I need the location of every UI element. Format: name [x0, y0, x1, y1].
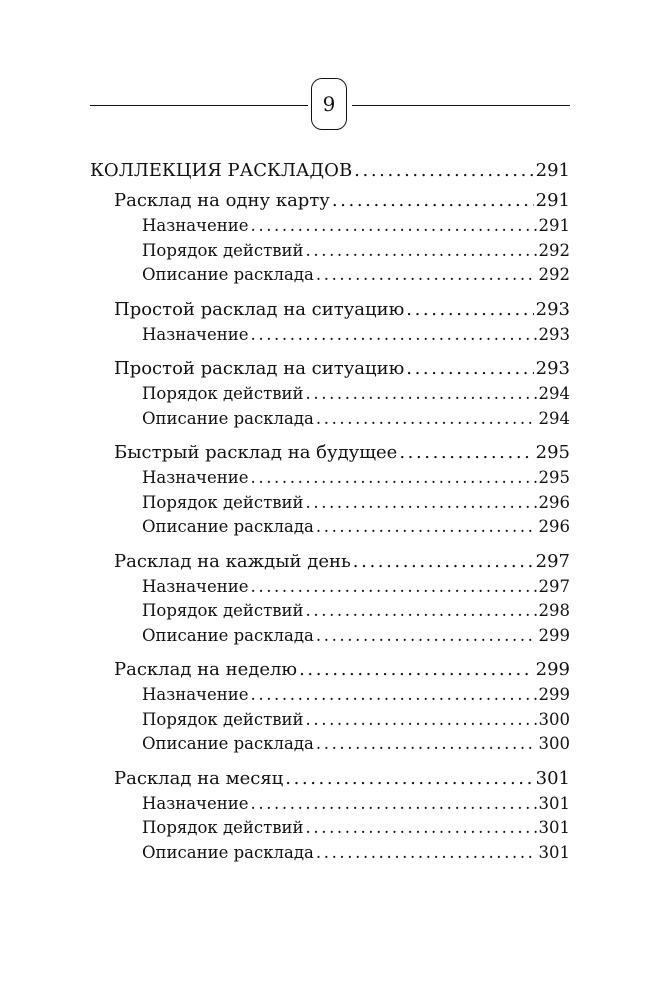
- section-page: 293: [535, 298, 570, 320]
- dot-leader: [316, 732, 537, 757]
- dot-leader: [251, 792, 537, 817]
- toc-item[interactable]: [90, 683, 570, 708]
- toc-section: [90, 356, 570, 431]
- dot-leader: [299, 657, 534, 683]
- item-page: 294: [538, 408, 570, 428]
- section-label: Быстрый расклад на будущее: [114, 442, 398, 463]
- item-label: Описание расклада: [142, 408, 314, 428]
- toc-item[interactable]: [90, 239, 570, 264]
- toc-title-page: 291: [535, 160, 570, 181]
- toc-title-entry[interactable]: [90, 158, 570, 184]
- dot-leader: [306, 599, 537, 624]
- item-page: 301: [538, 842, 570, 862]
- dot-leader: [316, 624, 537, 649]
- item-label: Назначение: [142, 793, 249, 813]
- dot-leader: [316, 263, 537, 288]
- toc-section: [90, 657, 570, 757]
- item-label: Назначение: [142, 576, 249, 596]
- item-page: 296: [538, 517, 570, 536]
- item-label: Порядок действий: [142, 240, 304, 260]
- section-label: Расклад на каждый день: [114, 550, 351, 572]
- item-page: 296: [538, 492, 570, 512]
- toc-section: [90, 188, 570, 288]
- dot-leader: [251, 214, 537, 239]
- item-page: 292: [538, 240, 570, 260]
- table-of-contents: [90, 158, 570, 874]
- item-label: Порядок действий: [142, 492, 304, 512]
- item-page: 292: [538, 265, 570, 284]
- dot-leader: [306, 708, 537, 733]
- section-label: Расклад на неделю: [114, 659, 298, 680]
- section-page: 301: [535, 767, 570, 789]
- item-label: Описание расклада: [142, 734, 314, 753]
- dot-leader: [306, 816, 537, 841]
- dot-leader: [251, 683, 537, 708]
- toc-section-entry[interactable]: [90, 657, 570, 683]
- toc-item[interactable]: [90, 816, 570, 841]
- dot-leader: [332, 188, 534, 214]
- dot-leader: [399, 440, 533, 466]
- toc-section: [90, 440, 570, 540]
- toc-item[interactable]: [90, 263, 570, 288]
- dot-leader: [316, 515, 537, 540]
- page-number: 9: [311, 78, 347, 130]
- item-page: 299: [538, 625, 570, 645]
- toc-title: КОЛЛЕКЦИЯ РАСКЛАДОВ: [90, 160, 353, 181]
- section-label: Расклад на месяц: [114, 767, 284, 789]
- item-page: 300: [538, 709, 570, 729]
- section-label: Простой расклад на ситуацию: [114, 358, 405, 379]
- item-label: Порядок действий: [142, 818, 304, 837]
- item-label: Описание расклада: [142, 625, 314, 645]
- dot-leader: [285, 766, 533, 792]
- item-label: Порядок действий: [142, 601, 304, 620]
- dot-leader: [316, 407, 537, 432]
- toc-item[interactable]: [90, 491, 570, 516]
- toc-section-entry[interactable]: [90, 356, 570, 382]
- item-label: Порядок действий: [142, 709, 304, 729]
- item-page: 295: [538, 468, 570, 487]
- item-page: 293: [538, 324, 570, 344]
- item-page: 291: [538, 216, 570, 235]
- item-label: Назначение: [142, 685, 249, 704]
- toc-section-entry[interactable]: [90, 297, 570, 323]
- dot-leader: [406, 297, 533, 323]
- toc-item[interactable]: [90, 323, 570, 348]
- toc-section-entry[interactable]: [90, 549, 570, 575]
- toc-item[interactable]: [90, 515, 570, 540]
- toc-section-entry[interactable]: [90, 766, 570, 792]
- item-page: 298: [538, 601, 570, 620]
- dot-leader: [306, 239, 537, 264]
- item-page: 299: [538, 685, 570, 704]
- toc-section: [90, 766, 570, 866]
- item-page: 301: [538, 818, 570, 837]
- page-header: [90, 78, 570, 134]
- item-label: Назначение: [142, 468, 249, 487]
- item-label: Описание расклада: [142, 265, 314, 284]
- item-page: 300: [538, 734, 570, 753]
- item-label: Описание расклада: [142, 842, 314, 862]
- toc-item[interactable]: [90, 792, 570, 817]
- toc-item[interactable]: [90, 624, 570, 649]
- dot-leader: [251, 575, 537, 600]
- item-page: 297: [538, 576, 570, 596]
- dot-leader: [316, 841, 537, 866]
- toc-item[interactable]: [90, 575, 570, 600]
- toc-section: [90, 297, 570, 348]
- toc-item[interactable]: [90, 382, 570, 407]
- dot-leader: [353, 549, 534, 575]
- toc-item[interactable]: [90, 407, 570, 432]
- toc-item[interactable]: [90, 466, 570, 491]
- section-page: 297: [535, 550, 570, 572]
- section-label: Расклад на одну карту: [114, 190, 330, 211]
- item-label: Порядок действий: [142, 384, 304, 403]
- item-label: Назначение: [142, 324, 249, 344]
- item-label: Назначение: [142, 216, 249, 235]
- header-rule-left: [90, 105, 308, 106]
- dot-leader: [406, 356, 533, 382]
- toc-section-entry[interactable]: [90, 188, 570, 214]
- section-page: 295: [535, 442, 570, 463]
- item-label: Описание расклада: [142, 517, 314, 536]
- dot-leader: [251, 466, 537, 491]
- toc-section-entry[interactable]: [90, 440, 570, 466]
- toc-item[interactable]: [90, 599, 570, 624]
- dot-leader: [251, 323, 537, 348]
- toc-item[interactable]: [90, 214, 570, 239]
- section-page: 291: [535, 190, 570, 211]
- toc-section: [90, 549, 570, 649]
- toc-item[interactable]: [90, 708, 570, 733]
- toc-item[interactable]: [90, 841, 570, 866]
- item-page: 294: [538, 384, 570, 403]
- dot-leader: [354, 158, 533, 184]
- section-page: 293: [535, 358, 570, 379]
- header-rule-right: [352, 105, 570, 106]
- section-label: Простой расклад на ситуацию: [114, 298, 405, 320]
- dot-leader: [306, 382, 537, 407]
- dot-leader: [306, 491, 537, 516]
- section-page: 299: [535, 659, 570, 680]
- toc-item[interactable]: [90, 732, 570, 757]
- item-page: 301: [538, 793, 570, 813]
